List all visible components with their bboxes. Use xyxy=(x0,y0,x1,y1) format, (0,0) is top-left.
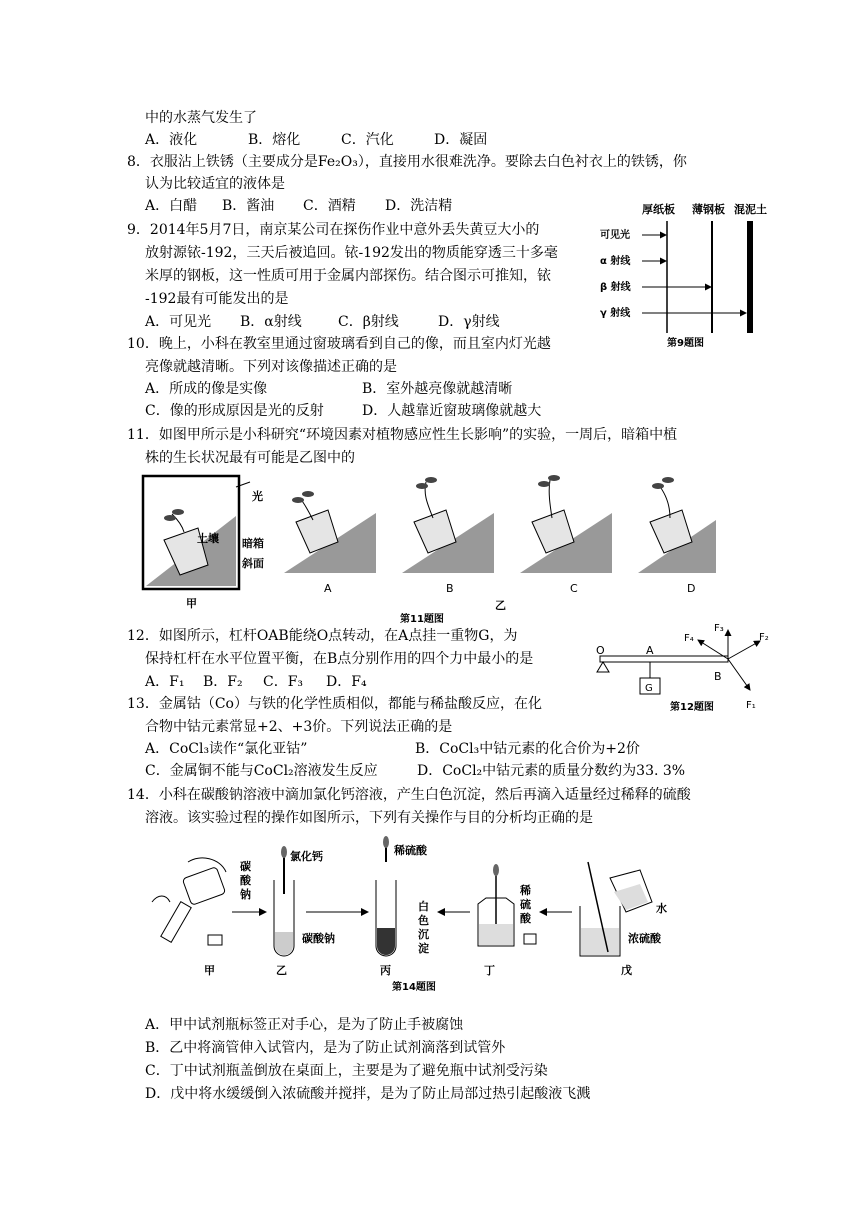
q10-option-c: C．像的形成原因是光的反射 xyxy=(145,403,324,419)
q13-line2: 合物中钴元素常显+2、+3价。下列说法正确的是 xyxy=(145,719,453,735)
fig14-label-na2co3-v: 碳酸钠 xyxy=(240,860,251,901)
fig11-plant-d xyxy=(650,477,692,553)
fig14-caption: 第14题图 xyxy=(392,982,436,993)
q11-line2: 株的生长状况最有可能是乙图中的 xyxy=(145,450,355,466)
fig12-lever xyxy=(600,656,728,662)
q13-option-b: B．CoCl₃中钴元素的化合价为+2价 xyxy=(415,741,640,757)
q13-line1: 13．金属钴（Co）与铁的化学性质相似，都能与稀盐酸反应，在化 xyxy=(127,696,542,712)
fig11-label-darkbox: 暗箱 xyxy=(242,537,264,550)
q9-option-b: B．α射线 xyxy=(240,314,302,330)
figure-9 xyxy=(596,200,786,350)
q9-option-c: C．β射线 xyxy=(338,314,399,330)
fig14-label-water: 水 xyxy=(656,902,667,915)
q8-line1: 8．衣服沾上铁锈（主要成分是Fe₂O₃），直接用水很难洗净。要除去白色衬衣上的铁锈，你 xyxy=(127,154,687,170)
figure-14 xyxy=(140,832,700,1004)
q12-line1: 12．如图所示，杠杆OAB能绕O点转动，在A点挂一重物G，为 xyxy=(127,628,518,644)
q7-options xyxy=(145,129,488,151)
q14-option-d: D．戊中将水缓缓倒入浓硫酸并搅拌，是为了防止局部过热引起酸液飞溅 xyxy=(145,1086,591,1102)
fig12-label-f1: F₁ xyxy=(746,700,756,711)
fig9-header-steel: 薄钢板 xyxy=(692,203,725,216)
fig11-label-yi: 乙 xyxy=(495,599,506,612)
fig11-plant-a xyxy=(292,491,338,553)
fig11-choice-a: A xyxy=(324,582,332,595)
q8-options xyxy=(145,195,453,217)
q9-options xyxy=(145,311,500,333)
fig14-label-cacl2: 氯化钙 xyxy=(290,850,323,863)
fig12-label-f4: F₄ xyxy=(684,633,694,644)
q9-line1: 9．2014年5月7日，南京某公司在探伤作业中意外丢失黄豆大小的 xyxy=(127,222,540,238)
fig9-ray-alpha: α 射线 xyxy=(600,256,631,267)
q13-option-d: D．CoCl₂中钴元素的质量分数约为33. 3% xyxy=(417,763,686,779)
q8-option-c: C．酒精 xyxy=(303,198,356,214)
q8-option-a: A．白醋 xyxy=(145,198,198,214)
q14-option-a: A．甲中试剂瓶标签正对手心，是为了防止手被腐蚀 xyxy=(145,1017,464,1033)
q10-line1: 10．晚上，小科在教室里通过窗玻璃看到自己的像，而且室内灯光越 xyxy=(127,336,551,352)
fig9-ray-visible: 可见光 xyxy=(600,230,630,241)
q14-line1: 14．小科在碳酸钠溶液中滴加氯化钙溶液，产生白色沉淀，然后再滴入适量经过稀释的硫酸 xyxy=(127,787,691,803)
q7-option-d: D．凝固 xyxy=(434,132,488,148)
fig11-plant-c xyxy=(532,475,574,553)
fig12-force-f1 xyxy=(728,659,750,690)
fig12-caption: 第12题图 xyxy=(670,702,714,713)
q9-line3: 米厚的钢板，这一性质可用于金属内部探伤。结合图示可推知，铱 xyxy=(145,268,551,284)
fig14-label-na2co3: 碳酸钠 xyxy=(302,932,335,945)
fig12-label-f3: F₃ xyxy=(714,623,724,634)
figure-11 xyxy=(138,470,718,625)
fig14-step-ding: 丁 xyxy=(484,964,495,977)
fig11-label-light: 光 xyxy=(252,490,263,503)
q8-line2: 认为比较适宜的液体是 xyxy=(145,176,285,192)
fig12-point-a: A xyxy=(646,644,654,657)
q9-line4: -192最有可能发出的是 xyxy=(145,291,289,307)
fig11-plant-b xyxy=(414,477,456,553)
fig11-label-jia: 甲 xyxy=(186,597,197,610)
q8-option-d: D．洗洁精 xyxy=(385,198,453,214)
fig11-label-slope: 斜面 xyxy=(242,557,264,570)
fig12-label-f2: F₂ xyxy=(759,632,769,643)
fig14-label-conc-h2so4: 浓硫酸 xyxy=(628,932,661,945)
q11-line1: 11．如图甲所示是小科研究“环境因素对植物感应性生长影响”的实验，一周后，暗箱中植 xyxy=(127,427,678,443)
q9-line2: 放射源铱-192，三天后被追回。铱-192发出的物质能穿透三十多毫 xyxy=(145,245,558,261)
fig14-label-dilute-h2so4: 稀硫酸 xyxy=(394,844,427,857)
q12-line2: 保持杠杆在水平位置平衡，在B点分别作用的四个力中最小的是 xyxy=(145,651,534,667)
q9-option-d: D．γ射线 xyxy=(438,314,500,330)
q13-option-c: C．金属铜不能与CoCl₂溶液发生反应 xyxy=(145,763,378,779)
fig14-step-wu: 戊 xyxy=(621,964,632,977)
fig12-pivot xyxy=(597,662,609,672)
fig14-label-white-precipitate: 白色沉淀 xyxy=(418,900,429,955)
fig9-ray-beta: β 射线 xyxy=(600,282,631,293)
figure-12 xyxy=(590,618,790,718)
fig14-step-bing-apparatus xyxy=(376,836,396,956)
q14-option-b: B．乙中将滴管伸入试管内，是为了防止试剂滴落到试管外 xyxy=(145,1040,506,1056)
fig9-header-paper: 厚纸板 xyxy=(642,203,675,216)
q12-option-b: B．F₂ xyxy=(203,674,243,690)
fig9-concrete-wall xyxy=(747,221,753,333)
fig12-point-o: O xyxy=(596,644,605,657)
fig12-force-f2 xyxy=(728,641,760,659)
q12-options xyxy=(145,671,367,693)
q7-option-a: A．液化 xyxy=(145,132,198,148)
fig11-choice-d: D xyxy=(687,582,696,595)
fig11-choice-c: C xyxy=(570,582,578,595)
fig14-label-dilute-h2so4-v: 稀硫酸 xyxy=(520,884,531,925)
q8-option-b: B．酱油 xyxy=(222,198,275,214)
q10-line2: 亮像就越清晰。下列对该像描述正确的是 xyxy=(145,359,397,375)
q10-option-a: A．所成的像是实像 xyxy=(145,381,268,397)
q7-continuation: 中的水蒸气发生了 xyxy=(145,110,257,126)
q7-option-c: C．汽化 xyxy=(341,132,394,148)
fig14-step-yi: 乙 xyxy=(276,964,287,977)
q10-option-d: D．人越靠近窗玻璃像就越大 xyxy=(362,403,542,419)
q12-option-a: A．F₁ xyxy=(145,674,185,690)
q9-option-a: A．可见光 xyxy=(145,314,212,330)
q12-option-c: C．F₃ xyxy=(263,674,304,690)
fig11-label-soil: 土壤 xyxy=(197,532,219,545)
q14-line2: 溶液。该实验过程的操作如图所示，下列有关操作与目的分析均正确的是 xyxy=(145,810,593,826)
fig11-choice-b: B xyxy=(446,582,454,595)
q10-option-b: B．室外越亮像就越清晰 xyxy=(362,381,513,397)
fig12-point-b: B xyxy=(714,670,722,683)
q7-option-b: B．熔化 xyxy=(248,132,301,148)
fig12-weight-label: G xyxy=(645,683,653,694)
q13-option-a: A．CoCl₃读作“氯化亚钴” xyxy=(145,741,308,757)
fig9-caption: 第9题图 xyxy=(667,338,704,349)
fig11-caption: 第11题图 xyxy=(400,614,444,625)
fig9-ray-gamma: γ 射线 xyxy=(600,308,631,319)
fig9-header-concrete: 混泥土 xyxy=(734,203,767,216)
fig14-step-bing: 丙 xyxy=(380,964,391,977)
q12-option-d: D．F₄ xyxy=(326,674,367,690)
fig14-step-jia-apparatus xyxy=(152,858,226,945)
fig14-step-jia: 甲 xyxy=(204,964,215,977)
q14-option-c: C．丁中试剂瓶盖倒放在桌面上，主要是为了避免瓶中试剂受污染 xyxy=(145,1063,548,1079)
